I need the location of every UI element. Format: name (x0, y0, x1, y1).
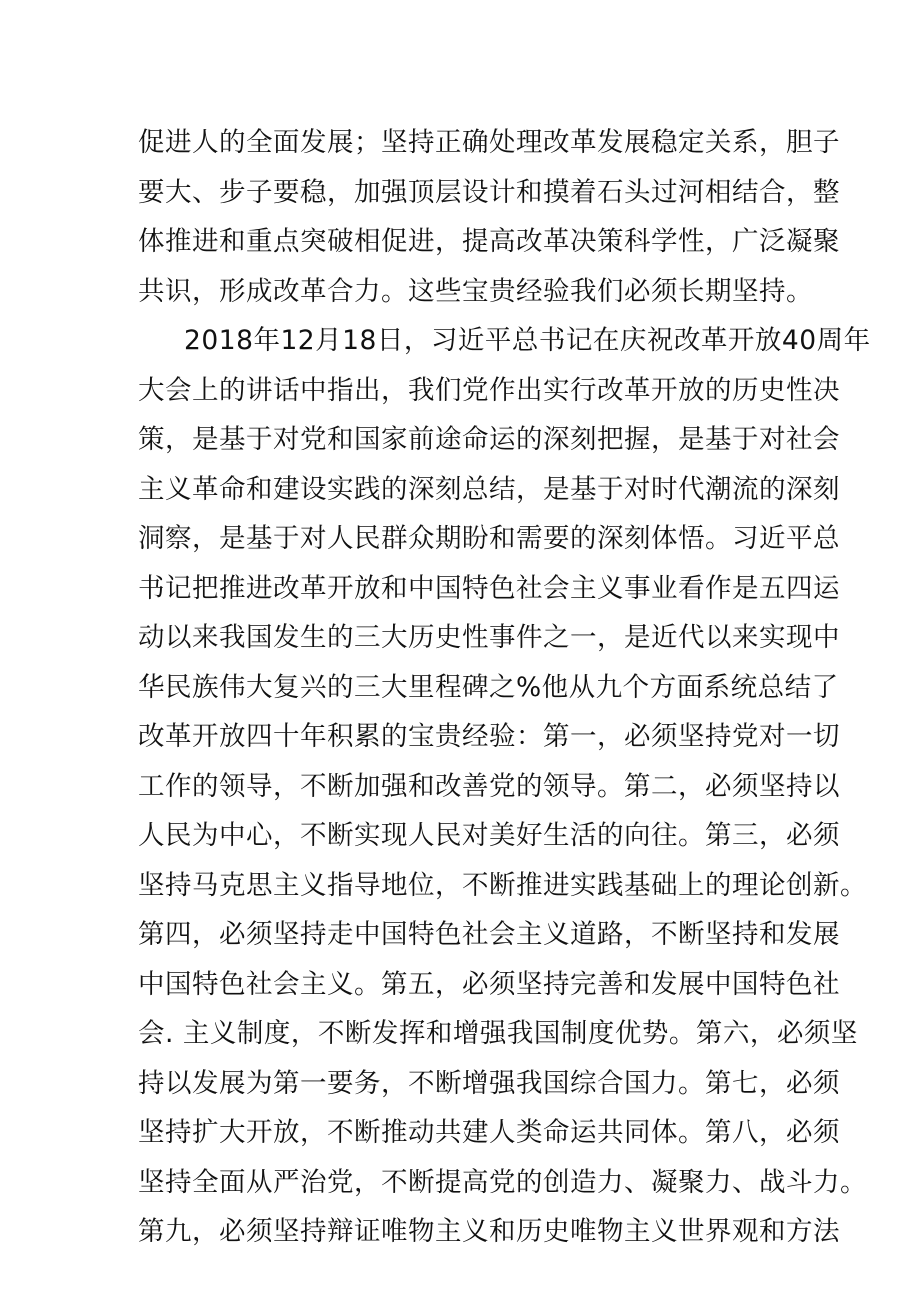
text-line: 坚持马克思主义指导地位，不断推进实践基础上的理论创新。 (138, 869, 867, 901)
text-line: 中国特色社会主义。第五，必须坚持完善和发展中国特色社 (138, 968, 840, 1000)
text-line: 体推进和重点突破相促进，提高改革决策科学性，广泛凝聚 (138, 226, 840, 257)
text-line: 主义革命和建设实践的深刻总结，是基于对时代潮流的深刻 (138, 473, 840, 505)
paragraph-1 (138, 118, 840, 316)
body-text (138, 118, 871, 1257)
text-line: 要大、步子要稳，加强顶层设计和摸着石头过河相结合，整 (138, 176, 840, 208)
text-line: 策，是基于对党和国家前途命运的深刻把握，是基于对社会 (138, 424, 840, 455)
text-line: 会. 主义制度，不断发挥和增强我国制度优势。第六，必须坚 (138, 1018, 858, 1049)
text-line: 书记把推进改革开放和中国特色社会主义事业看作是五四运 (138, 572, 840, 604)
text-line: 第四，必须坚持走中国特色社会主义道路，不断坚持和发展 (138, 919, 840, 950)
text-line: 改革开放四十年积累的宝贵经验：第一，必须坚持党对一切 (138, 721, 840, 752)
text-line: 坚持扩大开放，不断推动共建人类命运共同体。第八，必须 (138, 1117, 840, 1148)
text-line: 促进人的全面发展；坚持正确处理改革发展稳定关系，胆子 (138, 127, 840, 158)
text-line: 第九，必须坚持辩证唯物主义和历史唯物主义世界观和方法 (138, 1216, 840, 1247)
text-line: 动以来我国发生的三大历史性事件之一，是近代以来实现中 (138, 622, 840, 653)
text-line: 持以发展为第一要务，不断增强我国综合国力。第七，必须 (138, 1067, 840, 1099)
text-line: 人民为中心，不断实现人民对美好生活的向往。第三，必须 (138, 820, 840, 851)
text-line: 共识，形成改革合力。这些宝贵经验我们必须长期坚持。 (138, 275, 813, 307)
text-line: 华民族伟大复兴的三大里程碑之%他从九个方面系统总结了 (138, 671, 839, 703)
paragraph-2 (138, 316, 871, 1257)
text-line: 工作的领导，不断加强和改善党的领导。第二，必须坚持以 (138, 770, 840, 802)
text-line: 2018年12月18日，习近平总书记在庆祝改革开放40周年 (184, 325, 871, 356)
text-line: 洞察，是基于对人民群众期盼和需要的深刻体悟。习近平总 (138, 523, 840, 554)
text-line: 坚持全面从严治党，不断提高党的创造力、凝聚力、战斗力。 (138, 1166, 867, 1198)
text-line: 大会上的讲话中指出，我们党作出实行改革开放的历史性决 (138, 374, 840, 406)
